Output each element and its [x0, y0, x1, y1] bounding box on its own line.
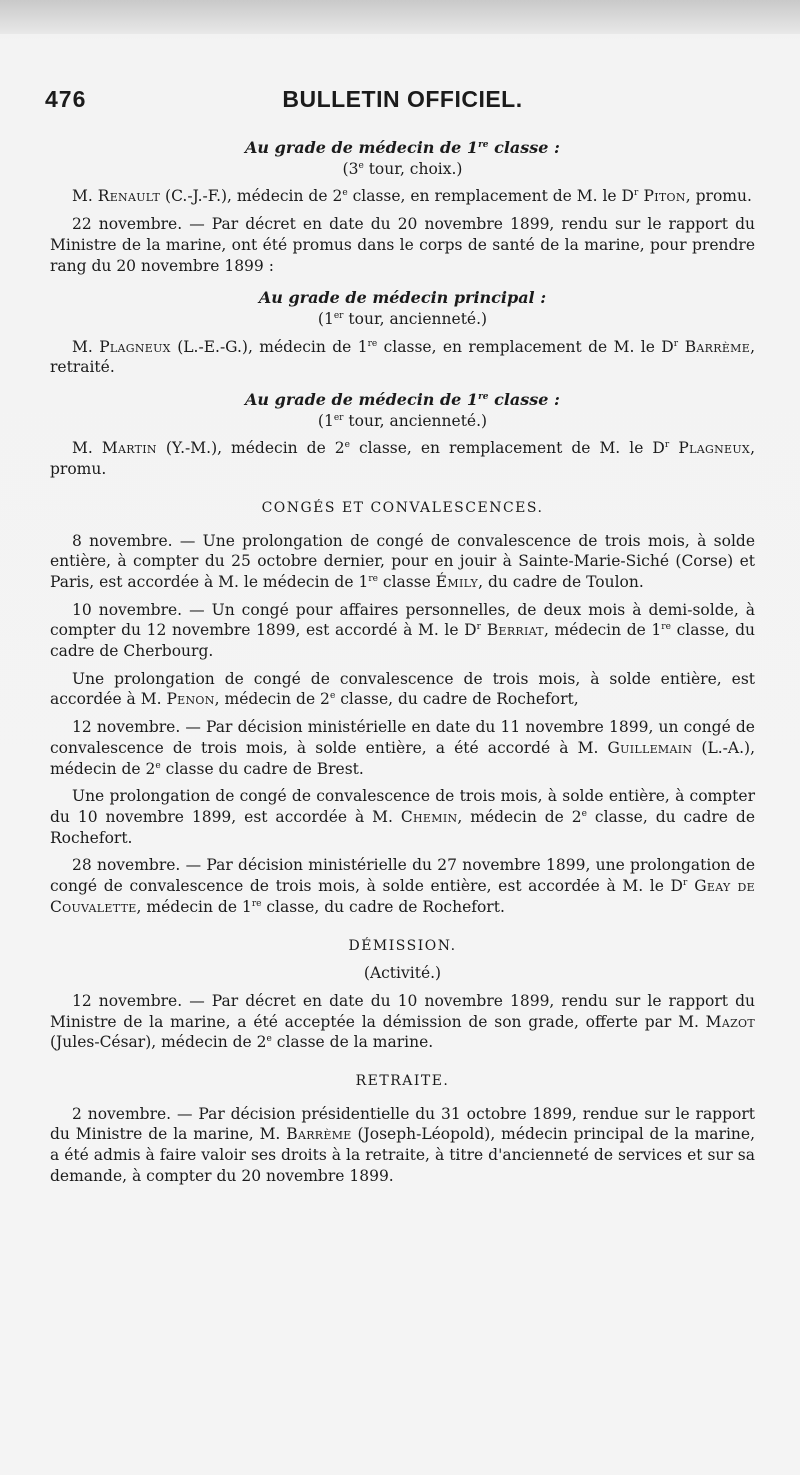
conge-berriat: 10 novembre. — Un congé pour affaires personnelles, de deux mois à demi-solde, à compter du 12 novembre 1899, est accordé à M. le $D^r$ Berriat, médecin de 1re classe, du cadre de Cherbourg. [50, 600, 755, 661]
retraite-barreme: 2 novembre. — Par décision présidentielle du 31 octobre 1899, rendue sur le rapport du Ministre de la marine, M. Barrème (Joseph-Léopold), médecin principal de la marine, a été admis à faire valoir ses droits à la retraite, à titre d'ancienneté de services et sur sa demande, à compter du 20 novembre 1899. [50, 1104, 755, 1185]
tour-subheading: (3e tour, choix.) [342, 159, 463, 178]
demission-subheading: (Activité.) [363, 964, 442, 983]
grade-heading-medecin-1re-classe: Au grade de médecin de 1re classe : [245, 138, 560, 157]
conge-chemin: Une prolongation de congé de convalescence de trois mois, à solde entière, à compter du 10 novembre 1899, est accordée à M. Chemin, médecin de 2e classe, du cadre de Rochefort. [50, 787, 755, 847]
section-heading-conges: CONGÉS ET CONVALESCENCES. [261, 499, 544, 516]
demission-mazot: 12 novembre. — Par décret en date du 10 novembre 1899, rendu sur le rapport du Ministre de la marine, a été acceptée la démission de son grade, offerte par M. Mazot (Jules-César), médecin de 2e classe de la marine. [50, 991, 755, 1052]
section-heading-demission: DÉMISSION. [348, 937, 457, 954]
scan-top-edge [0, 0, 800, 34]
conge-geay-de-couvalette: 28 novembre. — Par décision ministérielle du 27 novembre 1899, une prolongation de congé de convalescence de trois mois, à solde entière, est accordée à M. le $D^r$ Geay de Couvalette, médecin de 1re classe, du cadre de Rochefort. [50, 856, 755, 916]
page-header [45, 86, 760, 116]
conge-penon: Une prolongation de congé de convalescence de trois mois, à solde entière, est accordée à M. Penon, médecin de 2e classe, du cadre de Rochefort, [50, 669, 755, 709]
section-heading-retraite: RETRAITE. [355, 1073, 450, 1090]
conge-guillemain: 12 novembre. — Par décision ministérielle en date du 11 novembre 1899, un congé de convalescence de trois mois, à solde entière, a été accordé à M. Guillemain (L.-A.), médecin de 2e classe du cadre de Brest. [50, 718, 755, 778]
tour-subheading: (1er tour, ancienneté.) [317, 411, 488, 430]
running-title: BULLETIN OFFICIEL. [282, 86, 523, 112]
decret-22-novembre: 22 novembre. — Par décret en date du 20 novembre 1899, rendu sur le rapport du Ministre de la marine, ont été promus dans le corps de santé de la marine, pour prendre rang du 20 novembre 1899 : [50, 215, 755, 275]
grade-heading-medecin-principal: Au grade de médecin principal : [258, 288, 547, 308]
page-body [50, 138, 755, 1187]
nomination-plagneux: M. Plagneux (L.-E.-G.), médecin de 1re classe, en remplacement de M. le $D^r$ Barrème, retraité. [50, 337, 755, 377]
grade-heading-medecin-1re-classe: Au grade de médecin de 1re classe : [245, 390, 560, 410]
page-number: 476 [45, 86, 87, 112]
nomination-martin: M. Martin (Y.-M.), médecin de 2e classe, en remplacement de M. le $D^r$ Plagneux, promu. [50, 439, 755, 479]
tour-subheading: (1er tour, ancienneté.) [317, 309, 488, 328]
nomination-renault: M. Renault (C.-J.-F.), médecin de 2e classe, en remplacement de M. le $D^r$ Piton, promu. [72, 187, 752, 206]
conge-emily: 8 novembre. — Une prolongation de congé de convalescence de trois mois, à solde entière, à compter du 25 octobre dernier, pour en jouir à Sainte-Marie-Siché (Corse) et Paris, est accordée à M. le médecin de 1re classe Émily, du cadre de Toulon. [50, 531, 755, 591]
